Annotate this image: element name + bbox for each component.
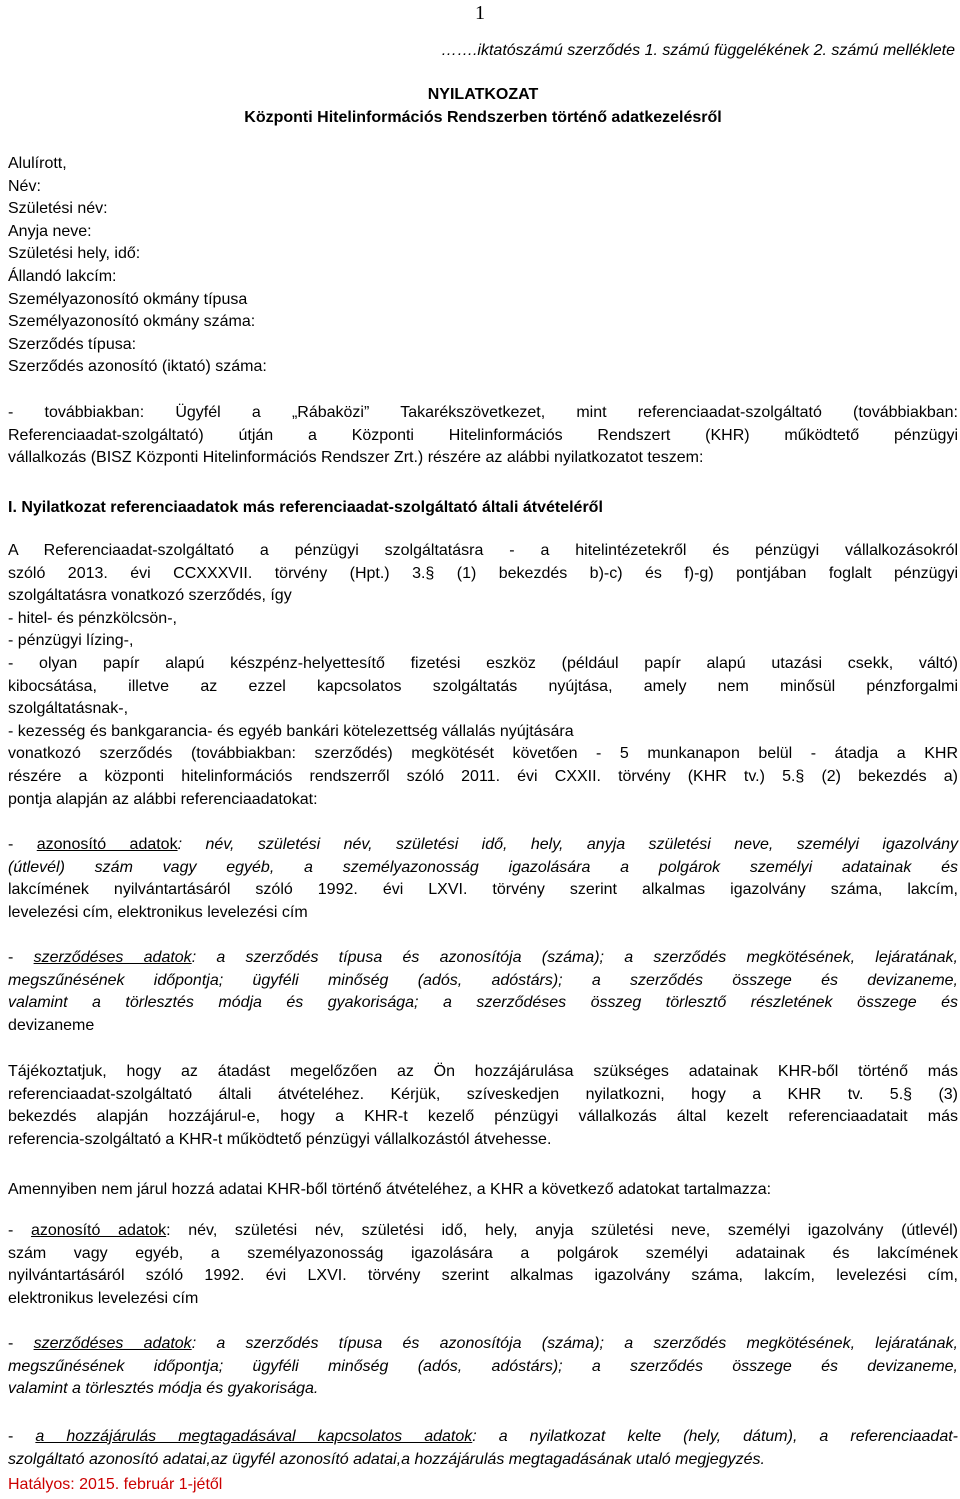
validity-footer: Hatályos: 2015. február 1-jétől: [8, 1476, 223, 1493]
text-line: vállalkozás (BISZ Központi Hitelinformációs Rendszer Zrt.) részére az alábbi nyilatkozatot teszem:: [8, 449, 704, 467]
text-line: szolgáltató azonosító adatai,az ügyfél azonosító adatai,a hozzájárulás megtagadásának utaló megjegyzés.: [8, 1450, 765, 1468]
text-line: vonatkozó szerződés (továbbiakban: szerződés) megkötését követően - 5 munkanapon belül - átadja a KHR: [8, 745, 958, 763]
list-text: : a nyilatkozat kelte (hely, dátum), a referenciaadat-: [472, 1428, 958, 1445]
list-label: szerződéses adatok: [33, 949, 192, 966]
list-label: a hozzájárulás megtagadásával kapcsolatos adatok: [35, 1428, 473, 1445]
section-heading: I. Nyilatkozat referenciaadatok más referenciaadat-szolgáltató általi átvételéről: [8, 499, 603, 516]
text-line: szolgáltatásra vonatkozó szerződés, így: [8, 587, 292, 605]
field-label: Születési hely, idő:: [8, 245, 141, 263]
section-paragraph: [8, 540, 958, 811]
field-label: Születési név:: [8, 200, 108, 218]
list-text: : név, születési név, születési idő, hely, anyja születési neve, személyi igazolvány (útlevél): [166, 1222, 958, 1239]
refusal-paragraph: Amennyiben nem járul hozzá adatai KHR-ből történő átvételéhez, a KHR a következő adatokat tartalmazza:: [8, 1181, 772, 1198]
list-item-refusal-data: [8, 1426, 958, 1471]
list-dash: -: [8, 1222, 14, 1239]
text-line: referenciaadat-szolgáltató általi átvételéhez. Kérjük, szíveskedjen nyilatkozni, hogy a KHR tv. 5.§ (3): [8, 1085, 958, 1103]
text-line: - hitel- és pénzkölcsön-,: [8, 609, 177, 627]
text-line: lakcímének nyilvántartásáról szóló 1992. évi LXVI. törvény szerint alkalmas igazolvány száma, lakcím,: [8, 881, 958, 899]
text-line: Referenciaadat-szolgáltató) útján a Központi Hitelinformációs Rendszert (KHR) működtető pénzügyi: [8, 426, 958, 444]
field-label: Személyazonosító okmány típusa: [8, 290, 248, 308]
text-line: - kezesség és bankgarancia- és egyéb bankári kötelezettség vállalás nyújtására: [8, 722, 574, 740]
text-line: - olyan papír alapú készpénz-helyettesítő fizetési eszköz (például papír alapú utazási csekk, váltó): [8, 654, 958, 672]
list-item-contract-data: [8, 947, 958, 1037]
text-line: [8, 1333, 958, 1356]
list-text: : a szerződés típusa és azonosítója (száma); a szerződés megkötésének, lejáratának,: [191, 1335, 958, 1352]
list-dash: -: [8, 836, 14, 853]
field-label: Szerződés típusa:: [8, 335, 137, 353]
list-label: azonosító adatok: [31, 1222, 167, 1239]
text-line: levelezési cím, elektronikus levelezési cím: [8, 903, 308, 921]
list-item-contract-data-refusal: [8, 1333, 958, 1401]
text-line: szolgáltatásnak-,: [8, 700, 129, 718]
text-line: - pénzügyi lízing-,: [8, 632, 134, 650]
text-line: [8, 947, 958, 970]
text-line: valamint a törlesztés módja és gyakorisága.: [8, 1380, 319, 1398]
document-title: NYILATKOZAT: [427, 86, 539, 103]
text-line: elektronikus levelezési cím: [8, 1289, 199, 1307]
text-line: pontja alapján az alábbi referenciaadatokat:: [8, 790, 318, 808]
list-dash: -: [8, 1428, 14, 1445]
text-line: (útlevél) szám vagy egyéb, a személyazonosság igazolására a polgárok személyi adatainak és: [8, 858, 958, 876]
field-label: Alulírott,: [8, 155, 67, 172]
text-line: szám vagy egyéb, a személyazonosság igazolására a polgárok személyi adatainak és lakcímének: [8, 1244, 958, 1262]
field-label: Szerződés azonosító (iktató) száma:: [8, 358, 267, 376]
text-line: kibocsátása, illetve az ezzel kapcsolatos szolgáltatás nyújtása, amely nem minősül pénzforgalmi: [8, 677, 958, 695]
document-subtitle: Központi Hitelinformációs Rendszerben történő adatkezelésről: [244, 108, 722, 126]
text-line: részére a központi hitelinformációs rendszerről szóló 2011. évi CXXII. törvény (KHR tv.) 5.§ (2) bekezdés a): [8, 767, 958, 785]
text-line: valamint a törlesztés módja és gyakorisága; a szerződéses összeg törlesztő részletének összege és: [8, 994, 958, 1012]
list-label: szerződéses adatok: [33, 1335, 192, 1352]
field-label: Anyja neve:: [8, 222, 92, 240]
text-line: szóló 2013. évi CCXXXVII. törvény (Hpt.) 3.§ (1) bekezdés b)-c) és f)-g) pontjában foglalt pénzügyi: [8, 564, 958, 582]
personal-fields: [8, 153, 267, 379]
list-item-identifiers-refusal: [8, 1220, 958, 1310]
list-dash: -: [8, 949, 14, 966]
field-label: Személyazonosító okmány száma:: [8, 313, 256, 331]
list-label: azonosító adatok: [36, 836, 178, 853]
text-line: [8, 1426, 958, 1449]
text-line: bekezdés alapján hozzájárul-e, hogy a KHR-t kezelő pénzügyi vállalkozás által kezelt referenciaadatait más: [8, 1108, 958, 1126]
page-number: 1: [475, 2, 485, 24]
document-reference: …….iktatószámú szerződés 1. számú függelékének 2. számú melléklete: [440, 42, 955, 59]
field-label: Állandó lakcím:: [8, 267, 117, 285]
text-line: [8, 1220, 958, 1243]
field-label: Név:: [8, 177, 41, 195]
text-line: nyilvántartásáról szóló 1992. évi LXVI. törvény szerint alkalmas igazolvány száma, lakcím, levelezési cím,: [8, 1267, 958, 1285]
document-title-block: [8, 84, 958, 129]
text-line: megszűnésének időpontja; ügyféli minőség (adós, adóstárs); a szerződés összege és devizaneme,: [8, 1357, 958, 1375]
text-line: devizaneme: [8, 1016, 95, 1034]
text-line: Tájékoztatjuk, hogy az átadást megelőzően az Ön hozzájárulása szükséges adatainak KHR-ből történő más: [8, 1063, 958, 1080]
info-paragraph: [8, 1061, 958, 1151]
list-item-identifiers: [8, 834, 958, 924]
list-text: : név, születési név, születési idő, hely, anyja születési neve, személyi igazolvány: [177, 836, 959, 853]
text-line: A Referenciaadat-szolgáltató a pénzügyi szolgáltatásra - a hitelintézetekről és pénzügyi vállalkozásokról: [8, 542, 958, 559]
list-dash: -: [8, 1335, 14, 1352]
text-line: megszűnésének időpontja; ügyféli minőség (adós, adóstárs); a szerződés összege és devizaneme,: [8, 971, 958, 989]
list-text: : a szerződés típusa és azonosítója (száma); a szerződés megkötésének, lejáratának,: [191, 949, 958, 966]
text-line: [8, 834, 959, 857]
intro-paragraph: [8, 402, 958, 470]
text-line: - továbbiakban: Ügyfél a „Rábaközi” Takarékszövetkezet, mint referenciaadat-szolgáltató (továbbiakban:: [8, 404, 958, 421]
text-line: referencia-szolgáltató a KHR-t működtető pénzügyi vállalkozástól átvehesse.: [8, 1130, 552, 1148]
